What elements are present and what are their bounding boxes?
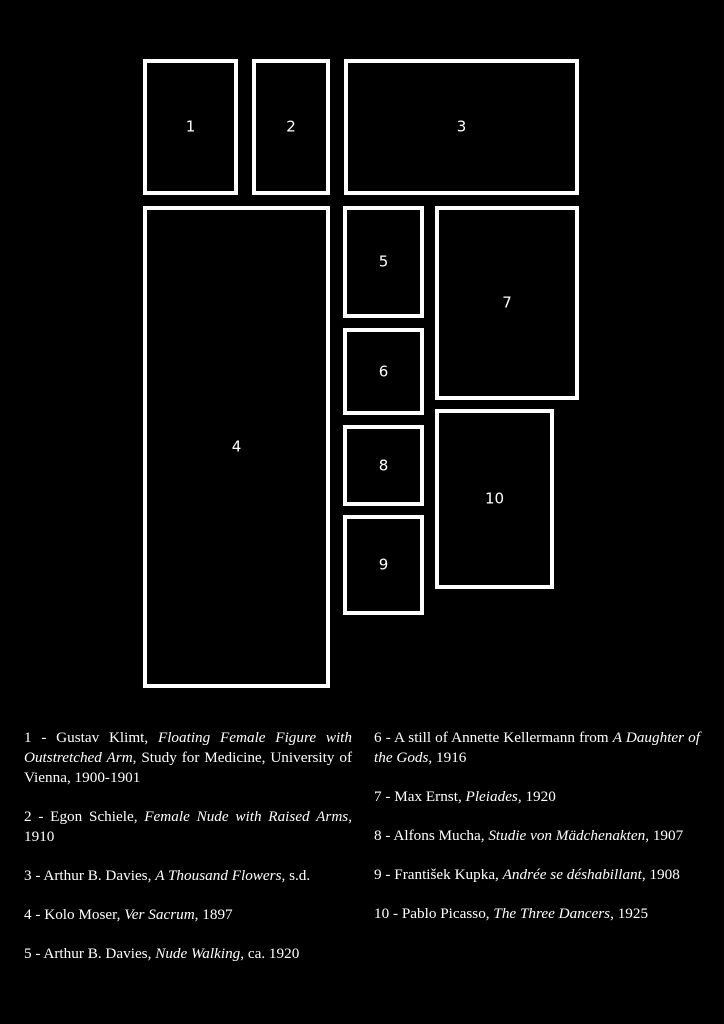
caption-1: 1 - Gustav Klimt, Floating Female Figure with Outstretched Arm, Study for Medicine, University of Vienna, 1900-1901	[24, 729, 352, 786]
captions-left-column	[24, 728, 352, 964]
frame-10	[435, 409, 554, 589]
frame-number: 4	[231, 437, 242, 456]
frame-1	[143, 59, 238, 195]
frame-4	[143, 206, 330, 688]
caption-10: 10 - Pablo Picasso, The Three Dancers, 1925	[374, 905, 649, 922]
caption-2: 2 - Egon Schiele, Female Nude with Raised Arms, 1910	[24, 808, 352, 845]
caption-7: 7 - Max Ernst, Pleiades, 1920	[374, 788, 556, 805]
caption-6: 6 - A still of Annette Kellermann from A Daughter of the Gods, 1916	[374, 729, 700, 766]
caption-3: 3 - Arthur B. Davies, A Thousand Flowers, s.d.	[24, 867, 311, 884]
frame-9	[343, 515, 424, 615]
frame-number: 2	[286, 117, 296, 136]
frame-number: 6	[378, 362, 389, 380]
caption-5: 5 - Arthur B. Davies, Nude Walking, ca. 1920	[24, 945, 300, 962]
frame-5	[343, 206, 424, 318]
frame-7	[435, 206, 579, 400]
frame-6	[343, 328, 424, 415]
frame-number: 5	[378, 252, 389, 271]
frame-number: 7	[502, 293, 512, 312]
frame-number: 3	[456, 117, 467, 136]
frame-8	[343, 425, 424, 506]
frame-number: 9	[378, 555, 389, 574]
caption-9: 9 - František Kupka, Andrée se déshabillant, 1908	[374, 866, 680, 883]
caption-8: 8 - Alfons Mucha, Studie von Mädchenakten, 1907	[374, 827, 684, 844]
frame-number: 10	[484, 489, 505, 508]
frame-3	[344, 59, 579, 195]
frame-number: 8	[378, 456, 389, 474]
caption-4: 4 - Kolo Moser, Ver Sacrum, 1897	[24, 906, 233, 923]
frame-2	[252, 59, 330, 195]
captions-right-column	[374, 728, 700, 924]
frame-number: 1	[185, 117, 196, 136]
